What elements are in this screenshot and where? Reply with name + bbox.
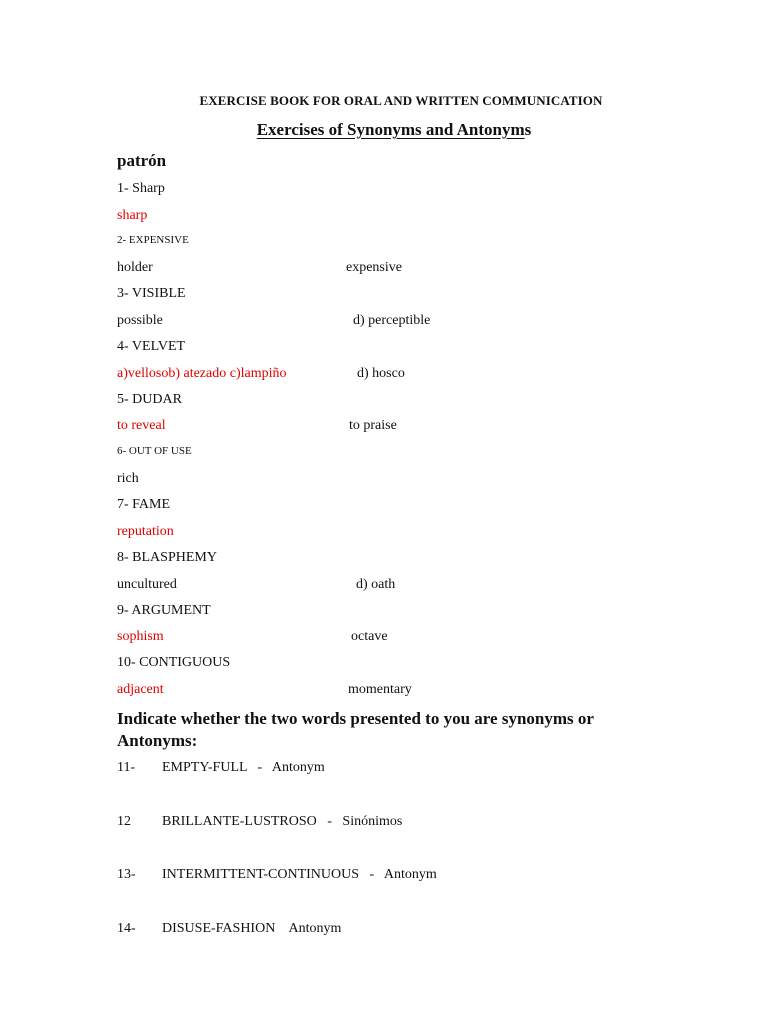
subtitle-underlined: Exercises of Synonyms and Antonym [256, 120, 525, 139]
question-3: 3- VISIBLE [117, 286, 186, 301]
pair-text: DISUSE-FASHION Antonym [162, 921, 342, 936]
answer-7-left: reputation [117, 524, 174, 539]
answer-9-right: octave [351, 629, 388, 644]
question-4: 4- VELVET [117, 339, 186, 354]
answer-8-left: uncultured [117, 577, 177, 592]
section-title-patron: patrón [117, 151, 167, 170]
pair-text: BRILLANTE-LUSTROSO - Sinónimos [162, 814, 403, 829]
answer-10-right: momentary [348, 682, 412, 697]
answer-4-left: a)vellosob) atezado c)lampiño [117, 366, 287, 381]
pair-number: 13- [117, 867, 136, 882]
pair-text: EMPTY-FULL - Antonym [162, 760, 325, 775]
answer-3-left: possible [117, 313, 163, 328]
pair-row [117, 760, 677, 778]
question-2: 2- EXPENSIVE [117, 234, 189, 246]
pair-number: 12 [117, 814, 131, 829]
answer-8-right: d) oath [356, 577, 396, 592]
pair-number: 11- [117, 760, 136, 775]
answer-4-right: d) hosco [357, 366, 405, 381]
answer-1-left: sharp [117, 208, 148, 223]
pair-number: 14- [117, 921, 136, 936]
pair-row [117, 921, 677, 939]
answer-9-left: sophism [117, 629, 164, 644]
answer-10-left: adjacent [117, 682, 164, 697]
question-6: 6- OUT OF USE [117, 445, 192, 457]
answer-2-left: holder [117, 260, 153, 275]
document-header: EXERCISE BOOK FOR ORAL AND WRITTEN COMMUNICATION [199, 93, 603, 108]
document-subtitle [0, 120, 768, 140]
question-10: 10- CONTIGUOUS [117, 655, 231, 670]
pair-row [117, 867, 677, 885]
section-title-synonyms-antonyms-line2: Antonyms: [117, 731, 198, 750]
question-5: 5- DUDAR [117, 392, 182, 407]
question-1: 1- Sharp [117, 181, 165, 196]
question-7: 7- FAME [117, 497, 171, 512]
answer-5-right: to praise [349, 418, 397, 433]
answer-3-right: d) perceptible [353, 313, 431, 328]
answer-6-left: rich [117, 471, 139, 486]
section-title-synonyms-antonyms: Indicate whether the two words presented to you are synonyms or [117, 709, 594, 728]
subtitle-tail: s [524, 120, 532, 139]
question-9: 9- ARGUMENT [117, 603, 211, 618]
answer-5-left: to reveal [117, 418, 166, 433]
pair-row [117, 814, 677, 832]
answer-2-right: expensive [346, 260, 402, 275]
question-8: 8- BLASPHEMY [117, 550, 217, 565]
pair-text: INTERMITTENT-CONTINUOUS - Antonym [162, 867, 437, 882]
